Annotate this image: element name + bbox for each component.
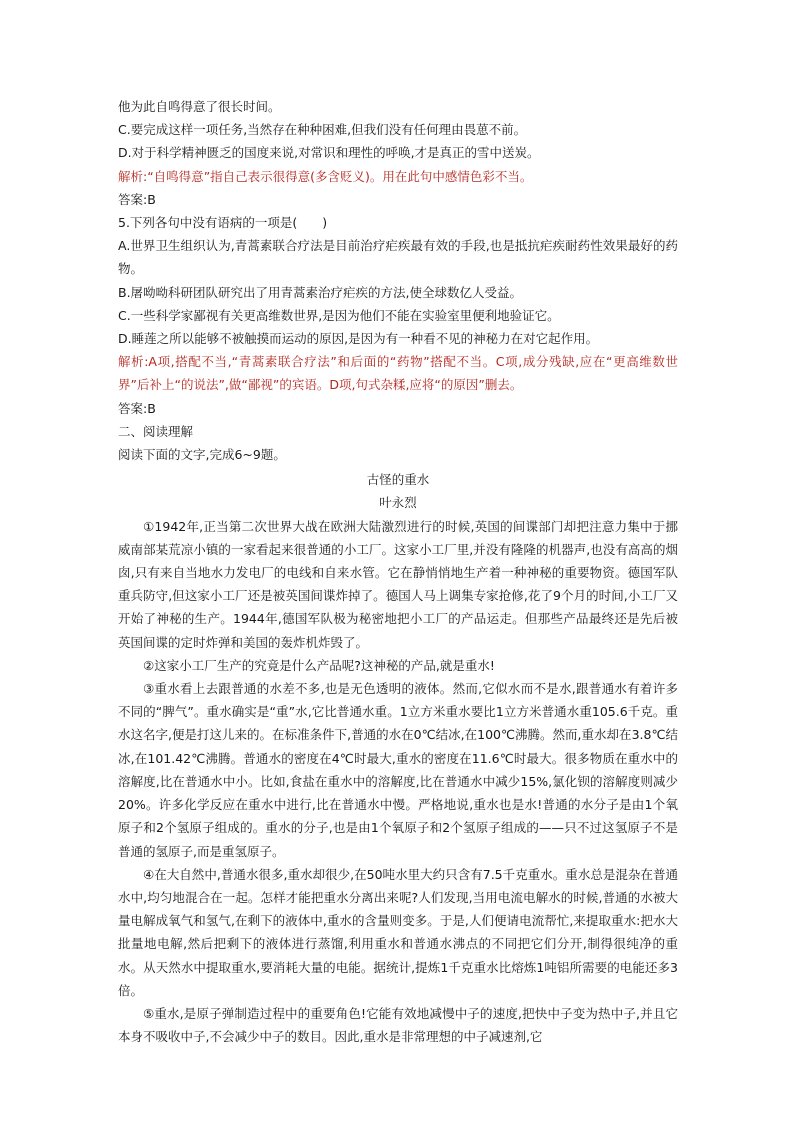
q5-option-a: A.世界卫生组织认为,青蒿素联合疗法是目前治疗疟疾最有效的手段,也是抵抗疟疾耐药性效果最好的药物。 [118,238,678,277]
q5-option-b: B.屠呦呦科研团队研究出了用青蒿素治疗疟疾的方法,使全球数亿人受益。 [118,284,523,300]
q5-stem: 5.下列各句中没有语病的一项是( ) [118,215,328,231]
article-paragraph-5: ⑤重水,是原子弹制造过程中的重要角色!它能有效地减慢中子的速度,把快中子变为热中子,并且它本身不吸收中子,不会减少中子的数目。因此,重水是非常理想的中子减速剂,它 [118,1005,678,1045]
q4-analysis: 解析:“自鸣得意”指自己表示很得意(多含贬义)。用在此句中感情色彩不当。 [118,168,533,184]
q4-tail: 他为此自鸣得意了很长时间。 [118,99,281,114]
q4-option-d: D.对于科学精神匮乏的国度来说,对常识和理性的呼唤,才是真正的雪中送炭。 [118,145,540,161]
q5-option-d: D.睡莲之所以能够不被触摸而运动的原因,是因为有一种看不见的神秘力在对它起作用。 [118,331,599,347]
q4-option-c: C.要完成这样一项任务,当然存在种种困难,但我们没有任何理由畏葸不前。 [118,122,527,138]
article-paragraph-3: ③重水看上去跟普通的水差不多,也是无色透明的液体。然而,它似水而不是水,跟普通水有着许多不同的“脾气”。重水确实是“重”水,它比普通水重。1立方米重水要比1立方米普通水重105.6千克。重水这名字,便是打这儿来的。在标准条件下,普通的水在0℃结冰,在100℃沸腾。然而,重水却在3.8℃结冰,在101.42℃沸腾。普通水的密度在4℃时最大,重水的密度在11.6℃时最大。很多物质在重水中的溶解度,比在普通水中小。比如,食盐在重水中的溶解度,比在普通水中减少15%,氯化钡的溶解度则减少20%。许多化学反应在重水中进行,比在普通水中慢。严格地说,重水也是水!普通的水分子是由1个氧原子和2个氢原子组成的。重水的分子,也是由1个氧原子和2个氢原子组成的——只不过这氢原子不是普通的氢原子,而是重氢原子。 [118,681,678,859]
section-heading: 二、阅读理解 [118,423,194,439]
q5-option-c: C.一些科学家鄙视有关更高维数世界,是因为他们不能在实验室里便利地验证它。 [118,307,560,323]
document-page [118,95,678,1048]
article-paragraph-1: ①1942年,正当第二次世界大战在欧洲大陆激烈进行的时候,英国的间谍部门却把注意力集中于挪威南部某荒凉小镇的一家看起来很普通的小工厂。这家小工厂里,并没有隆隆的机器声,也没有高高的烟囱,只有来自当地水力发电厂的电线和自来水管。它在静悄悄地生产着一种神秘的重要物资。德国军队重兵防守,但这家小工厂还是被英国间谍炸掉了。德国人马上调集专家抢修,花了9个月的时间,小工厂又开始了神秘的生产。1944年,德国军队极为秘密地把小工厂的产品运走。但那些产品最终还是先后被英国间谍的定时炸弹和美国的轰炸机炸毁了。 [118,518,678,650]
q4-answer: 答案:B [118,191,156,207]
article-paragraph-4: ④在大自然中,普通水很多,重水却很少,在50吨水里大约只含有7.5千克重水。重水总是混杂在普通水中,均匀地混合在一起。怎样才能把重水分离出来呢?人们发现,当用电流电解水的时候,普通的水被大量电解成氧气和氢气,在剩下的液体中,重水的含量则变多。于是,人们便请电流帮忙,来提取重水:把水大批量地电解,然后把剩下的液体进行蒸馏,利用重水和普通水沸点的不同把它们分开,制得很纯净的重水。从天然水中提取重水,要消耗大量的电能。据统计,提炼1千克重水比熔炼1吨铝所需要的电能还多3倍。 [118,866,678,998]
article-author: 叶永烈 [379,495,417,511]
article-title: 古怪的重水 [366,472,430,488]
section-instruction: 阅读下面的文字,完成6~9题。 [118,447,286,463]
q5-analysis: 解析:A项,搭配不当,“青蒿素联合疗法”和后面的“药物”搭配不当。C项,成分残缺,应在“更高维数世界”后补上“的说法”,做“鄙视”的宾语。D项,句式杂糅,应将“的原因”删去。 [118,354,678,393]
q5-answer: 答案:B [118,400,156,416]
article-paragraph-2: ②这家小工厂生产的究竟是什么产品呢?这神秘的产品,就是重水! [143,657,495,673]
